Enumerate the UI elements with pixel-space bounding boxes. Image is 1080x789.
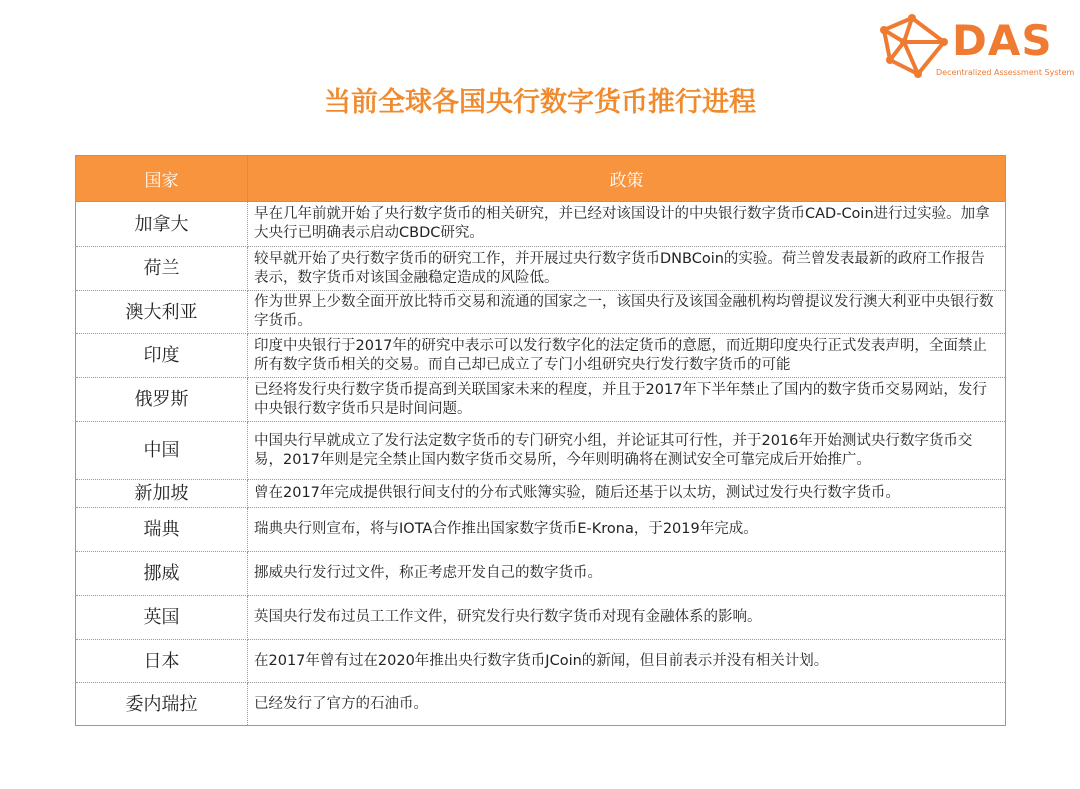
policy-cell: 较早就开始了央行数字货币的研究工作，并开展过央行数字货币DNBCoin的实验。荷兰曾发表最新的政府工作报告表示，数字货币对该国金融稳定造成的风险低。 xyxy=(248,247,1006,291)
table-row xyxy=(76,596,1006,640)
table-row xyxy=(76,334,1006,378)
country-cell: 澳大利亚 xyxy=(76,291,248,334)
policy-cell: 英国央行发布过员工工作文件，研究发行央行数字货币对现有金融体系的影响。 xyxy=(248,596,1006,640)
policy-cell: 曾在2017年完成提供银行间支付的分布式账簿实验，随后还基于以太坊，测试过发行央行数字货币。 xyxy=(248,480,1006,508)
table-row xyxy=(76,247,1006,291)
country-cell: 委内瑞拉 xyxy=(76,683,248,726)
country-cell: 日本 xyxy=(76,640,248,683)
das-logo xyxy=(878,14,1075,80)
policy-cell: 早在几年前就开始了央行数字货币的相关研究，并已经对该国设计的中央银行数字货币CAD-Coin进行过实验。加拿大央行已明确表示启动CBDC研究。 xyxy=(248,202,1006,247)
table-row xyxy=(76,480,1006,508)
country-cell: 中国 xyxy=(76,422,248,480)
table-row xyxy=(76,291,1006,334)
policy-cell: 中国央行早就成立了发行法定数字货币的专门研究小组，并论证其可行性，并于2016年开始测试央行数字货币交易，2017年则是完全禁止国内数字货币交易所，今年则明确将在测试安全可靠完成后开始推广。 xyxy=(248,422,1006,480)
policy-cell: 在2017年曾有过在2020年推出央行数字货币JCoin的新闻，但目前表示并没有相关计划。 xyxy=(248,640,1006,683)
logo-name: DAS xyxy=(952,16,1053,65)
table-row xyxy=(76,202,1006,247)
policy-cell: 已经发行了官方的石油币。 xyxy=(248,683,1006,726)
country-cell: 加拿大 xyxy=(76,202,248,247)
table-row xyxy=(76,552,1006,596)
table-row xyxy=(76,640,1006,683)
country-cell: 瑞典 xyxy=(76,508,248,552)
country-cell: 印度 xyxy=(76,334,248,378)
policy-cell: 挪威央行发行过文件，称正考虑开发自己的数字货币。 xyxy=(248,552,1006,596)
logo-subtitle: Decentralized Assessment System xyxy=(936,68,1075,77)
header-country: 国家 xyxy=(76,156,248,202)
table-header-row xyxy=(76,156,1006,202)
country-cell: 荷兰 xyxy=(76,247,248,291)
policy-cell: 作为世界上少数全面开放比特币交易和流通的国家之一，该国央行及该国金融机构均曾提议发行澳大利亚中央银行数字货币。 xyxy=(248,291,1006,334)
table-row xyxy=(76,683,1006,726)
cbdc-policy-table xyxy=(75,155,1006,726)
policy-cell: 瑞典央行则宣布，将与IOTA合作推出国家数字货币E-Krona，于2019年完成。 xyxy=(248,508,1006,552)
country-cell: 挪威 xyxy=(76,552,248,596)
page-title: 当前全球各国央行数字货币推行进程 xyxy=(324,87,756,118)
table-row xyxy=(76,508,1006,552)
country-cell: 新加坡 xyxy=(76,480,248,508)
policy-cell: 印度中央银行于2017年的研究中表示可以发行数字化的法定货币的意愿，而近期印度央行正式发表声明，全面禁止所有数字货币相关的交易。而自己却已成立了专门小组研究央行发行数字货币的可能 xyxy=(248,334,1006,378)
table-row xyxy=(76,378,1006,422)
policy-cell: 已经将发行央行数字货币提高到关联国家未来的程度，并且于2017年下半年禁止了国内的数字货币交易网站，发行中央银行数字货币只是时间问题。 xyxy=(248,378,1006,422)
table-row xyxy=(76,422,1006,480)
country-cell: 俄罗斯 xyxy=(76,378,248,422)
country-cell: 英国 xyxy=(76,596,248,640)
header-policy: 政策 xyxy=(248,156,1006,202)
